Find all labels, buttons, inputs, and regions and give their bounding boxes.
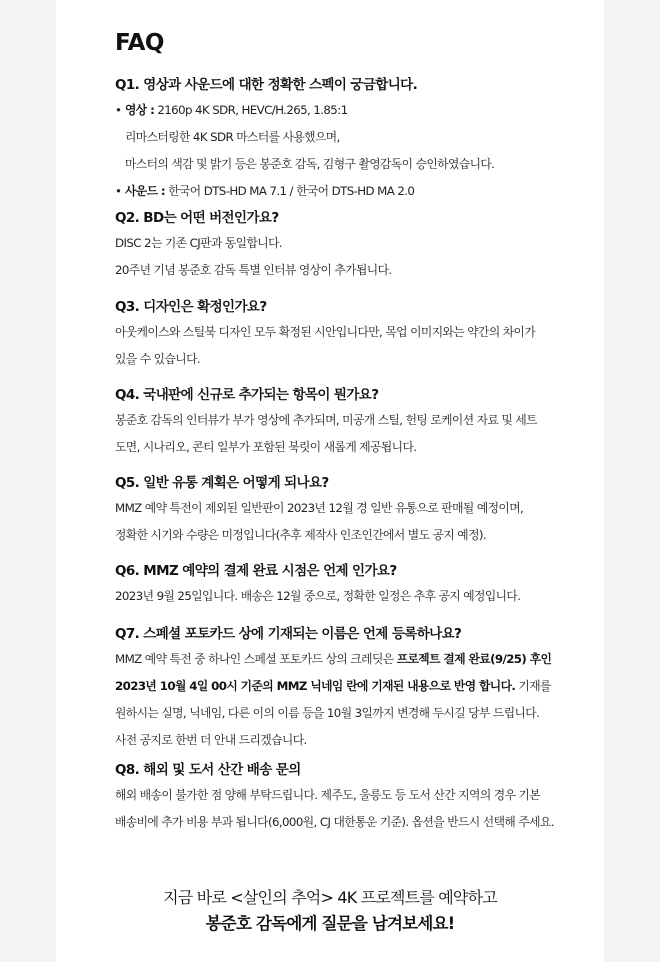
answer-q7-line1-text: MMZ 예약 특전 중 하나인 스페셜 포토카드 상의 크레딧은 [115,652,397,666]
faq-item-q6 [115,561,595,610]
answer-q7-line1-bold: 프로젝트 결제 완료(9/25) 후인 [396,652,552,666]
answer-q6-line1: 2023년 9월 25일입니다. 배송은 12월 중으로, 정확한 일정은 추후 공지 예정입니다. [115,589,521,603]
sound-value: 한국어 DTS-HD MA 7.1 / 한국어 DTS-HD MA 2.0 [168,184,415,198]
answer-q7-line2 [115,673,595,700]
video-value: 2160p 4K SDR, HEVC/H.265, 1.85:1 [157,103,348,117]
answer-q8-line2: 배송비에 추가 비용 부과 됩니다(6,000원, CJ 대한통운 기준). 옵션을 반드시 선택해 주세요. [115,815,554,829]
answer-q5-line2: 정확한 시기와 수량은 미정입니다(추후 제작사 인조인간에서 별도 공지 예정). [115,528,487,542]
answer-q5-line1: MMZ 예약 특전이 제외된 일반판이 2023년 12월 경 일반 유통으로 판매될 예정이며, [115,501,524,515]
question-q7: Q7. 스페셜 포토카드 상에 기재되는 이름은 언제 등록하나요? [115,626,462,642]
cta-line2 [0,910,660,934]
faq-item-q5 [115,473,595,549]
answer-q2-line1: DISC 2는 기존 CJ판과 동일합니다. [115,236,283,250]
answer-q7-line4: 사전 공지로 한번 더 안내 드리겠습니다. [115,733,307,747]
question-q3: Q3. 디자인은 확정인가요? [115,299,267,315]
question-q4: Q4. 국내판에 신규로 추가되는 항목이 뭔가요? [115,387,379,403]
cta-line2-text: 에게 질문을 남겨보세요! [286,914,455,933]
faq-item-q1 [115,75,595,205]
answer-q1-sound [115,178,595,205]
answer-q3-line2: 있을 수 있습니다. [115,352,201,366]
answer-q7-line2-bold: 2023년 10월 4일 00시 기준의 MMZ 닉네임 란에 기재된 내용으로 반영 합니다. [115,679,516,693]
video-label: 영상 : [125,103,155,117]
answer-q4-line2: 도면, 시나리오, 콘티 일부가 포함된 북릿이 새롭게 제공됩니다. [115,440,417,454]
faq-item-q8 [115,760,595,836]
answer-q2-line2: 20주년 기념 봉준호 감독 특별 인터뷰 영상이 추가됩니다. [115,263,392,277]
question-q2: Q2. BD는 어떤 버전인가요? [115,210,279,226]
answer-q1-line2: 리마스터링한 4K SDR 마스터를 사용했으며, [125,130,340,144]
cta-line1: 지금 바로 <살인의 추억> 4K 프로젝트를 예약하고 [163,888,497,907]
faq-title: FAQ [115,30,164,56]
answer-q1-line3: 마스터의 색감 및 밝기 등은 봉준호 감독, 김형구 촬영감독이 승인하였습니다. [125,157,495,171]
bullet-icon: • [115,184,122,198]
sound-label: 사운드 : [125,184,166,198]
answer-q7-line2-text: 기재를 [515,679,551,693]
question-q5: Q5. 일반 유통 계획은 어떻게 되나요? [115,475,329,491]
answer-q1-video [115,97,595,124]
answer-q7-line3: 원하시는 실명, 닉네임, 다른 이의 이름 등을 10월 3일까지 변경해 두시길 당부 드립니다. [115,706,540,720]
question-q8: Q8. 해외 및 도서 산간 배송 문의 [115,762,301,778]
question-q6: Q6. MMZ 예약의 결제 완료 시점은 언제 인가요? [115,563,397,579]
faq-item-q4 [115,385,595,461]
answer-q4-line1: 봉준호 감독의 인터뷰가 부가 영상에 추가되며, 미공개 스틸, 헌팅 로케이션 자료 및 세트 [115,413,537,427]
answer-q7-line1 [115,646,595,673]
question-q1: Q1. 영상과 사운드에 대한 정확한 스펙이 궁금합니다. [115,77,418,93]
bullet-icon: • [115,103,122,117]
cta-director-name: 봉준호 감독 [205,914,287,933]
answer-q3-line1: 아웃케이스와 스틸북 디자인 모두 확정된 시안입니다만, 목업 이미지와는 약간의 차이가 [115,325,536,339]
answer-q8-line1: 해외 배송이 불가한 점 양해 부탁드립니다. 제주도, 울릉도 등 도서 산간 지역의 경우 기본 [115,788,541,802]
faq-item-q3 [115,297,595,373]
content-card [56,0,604,962]
faq-item-q7 [115,624,595,754]
faq-item-q2 [115,208,595,284]
